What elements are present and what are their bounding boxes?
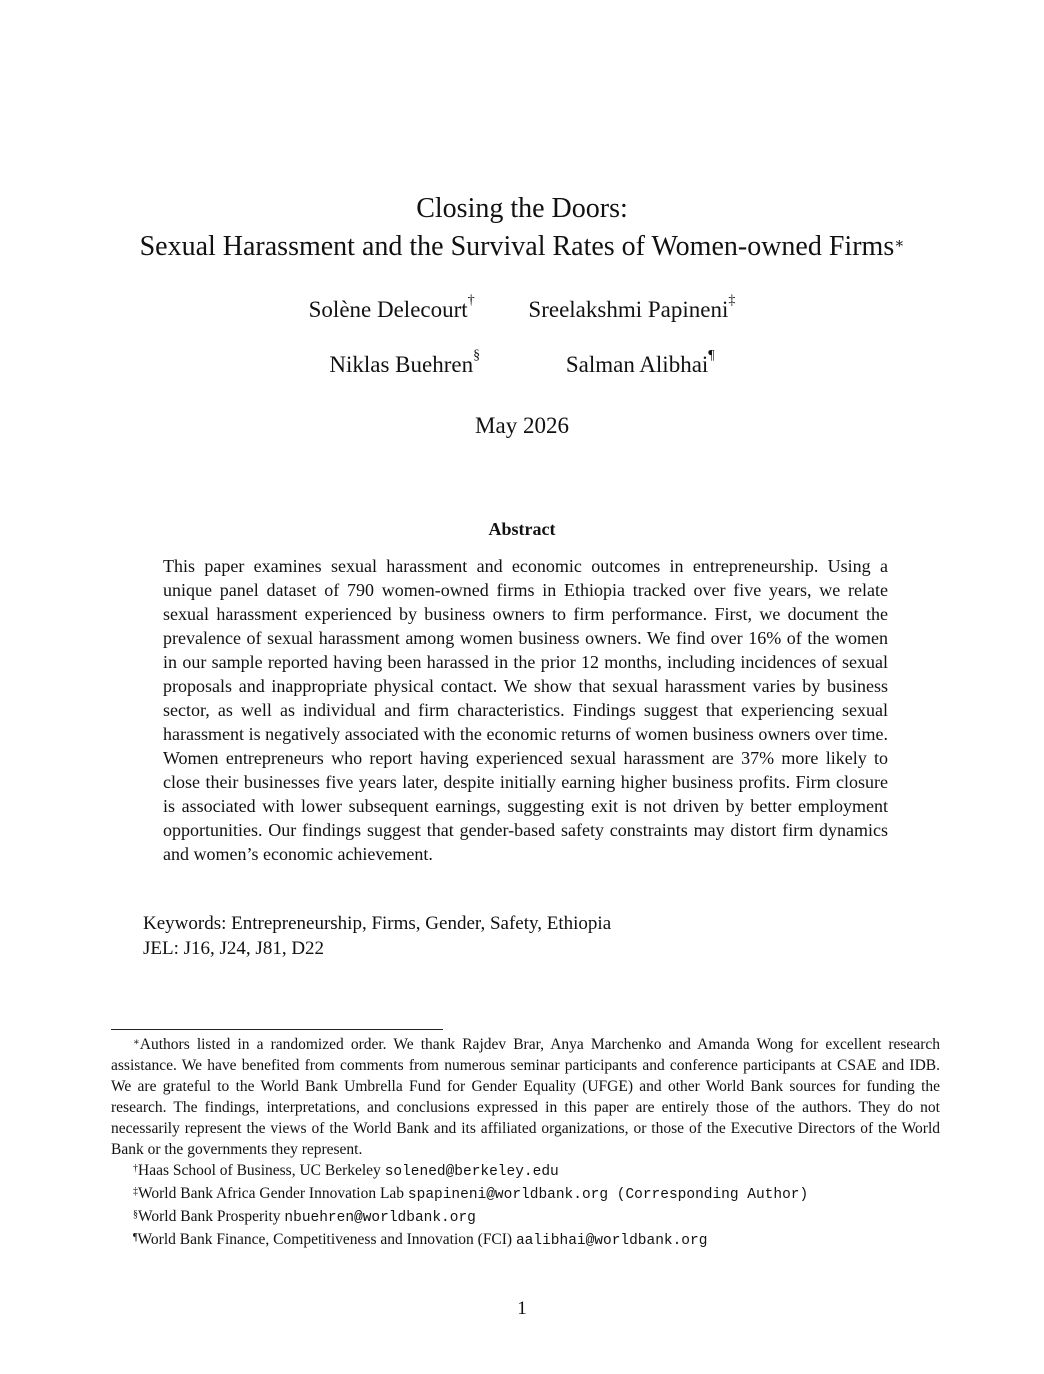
jel-codes-line: JEL: J16, J24, J81, D22 (143, 938, 325, 959)
author-email: spapineni@worldbank.org (Corresponding Author) (407, 1187, 809, 1203)
keywords-line: Keywords: Entrepreneurship, Firms, Gender, Safety, Ethiopia (143, 913, 612, 934)
footnotes (111, 1034, 940, 1252)
author-name: Niklas Buehren§ (329, 348, 481, 377)
author-row-2 (0, 348, 1044, 378)
footnote-affiliation: ¶World Bank Finance, Competitiveness and Innovation (FCI) aalibhai@worldbank.org (133, 1231, 708, 1249)
keywords-block (143, 911, 611, 961)
abstract-text: This paper examines sexual harassment and economic outcomes in entrepreneurship. Using a unique panel dataset of 790 women-owned firms in Ethiopia tracked over five years, we relate sexual harassment experienced by business owners to firm performance. First, we document the prevalence of sexual harassment among women business owners. We find over 16% of the women in our sample reported having been harassed in the prior 12 months, including incidences of sexual proposals and inappropriate physical contact. We show that sexual harassment varies by business sector, as well as individual and firm characteristics. Findings suggest that experiencing sexual harassment is negatively associated with the economic returns of women business owners over time. Women entrepreneurs who report having experienced sexual harassment are 37% more likely to close their businesses five years later, despite initially earning higher business profits. Firm closure is associated with lower subsequent earnings, suggesting exit is not driven by better employment opportunities. Our findings suggest that gender-based safety constraints may distort firm dynamics and women’s economic achievement. (163, 556, 888, 864)
author-name: Solène Delecourt† (308, 293, 475, 322)
footnote-affiliation: †Haas School of Business, UC Berkeley solened@berkeley.edu (133, 1162, 559, 1180)
footnote-affiliation: §World Bank Prosperity nbuehren@worldbank.org (133, 1208, 476, 1226)
author-name: Salman Alibhai¶ (565, 348, 715, 377)
footnote-acknowledgements: ∗Authors listed in a randomized order. We thank Rajdev Brar, Anya Marchenko and Amanda Wong for excellent research assistance. We have benefited from comments from numerous seminar participants and conference participants at CSAE and IDB. We are grateful to the World Bank Umbrella Fund for Gender Equality (UFGE) and other World Bank sources for funding the research. The findings, interpretations, and conclusions expressed in this paper are entirely those of the authors. They do not necessarily represent the views of the World Bank and its affiliated organizations, or those of the Executive Directors of the World Bank or the governments they represent. (111, 1036, 940, 1158)
title-line-2: Sexual Harassment and the Survival Rates of Women-owned Firms∗ (139, 231, 905, 262)
author-name: Sreelakshmi Papineni‡ (528, 293, 736, 322)
title-line-1: Closing the Doors: (416, 193, 628, 224)
footnote-divider (111, 1029, 443, 1030)
publication-date: May 2026 (475, 413, 569, 438)
author-email: solened@berkeley.edu (384, 1164, 559, 1180)
footnote-affiliation: ‡World Bank Africa Gender Innovation Lab spapineni@worldbank.org (Corresponding Author) (133, 1185, 809, 1203)
author-email: aalibhai@worldbank.org (515, 1233, 708, 1249)
author-row-1 (0, 293, 1044, 323)
abstract-heading: Abstract (488, 519, 556, 539)
title-footnote-marker: ∗ (894, 236, 905, 252)
page-number: 1 (517, 1298, 527, 1319)
author-email: nbuehren@worldbank.org (284, 1210, 476, 1226)
paper-title (0, 190, 1044, 266)
